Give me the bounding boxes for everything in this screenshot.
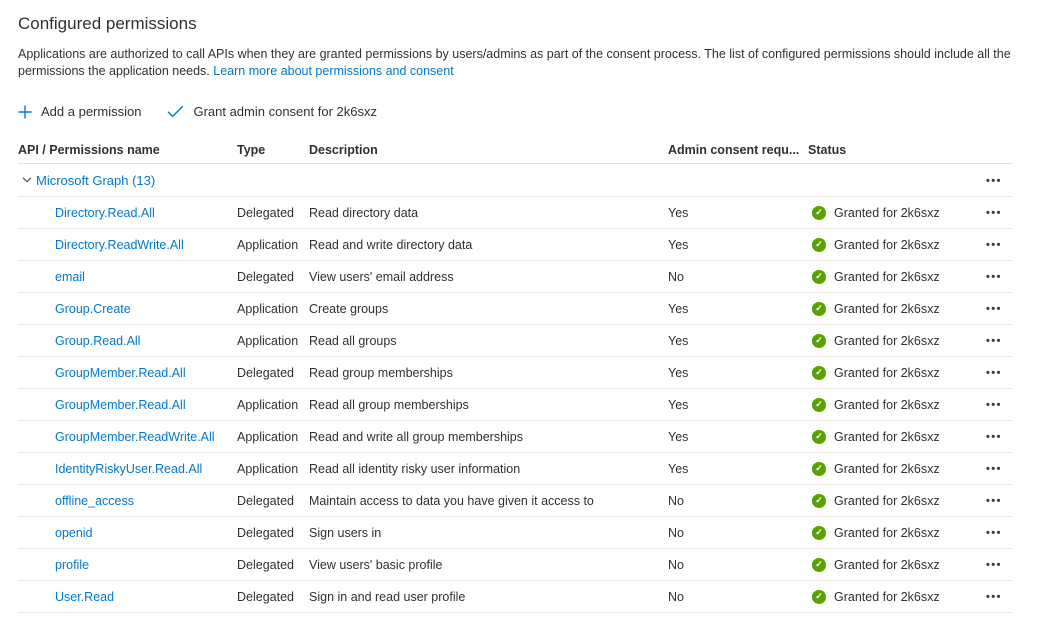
permission-name-link[interactable]: GroupMember.Read.All: [55, 365, 186, 380]
permission-type: Application: [237, 237, 299, 252]
row-context-menu-button[interactable]: •••: [984, 333, 1012, 349]
permission-description: Read and write all group memberships: [309, 429, 523, 444]
permission-name-link[interactable]: Group.Read.All: [55, 333, 141, 348]
status-text: Granted for 2k6sxz: [834, 493, 940, 508]
row-context-menu-button[interactable]: •••: [984, 269, 1012, 285]
table-row: [18, 197, 1012, 229]
status-text: Granted for 2k6sxz: [834, 269, 940, 284]
permission-name-cell: [18, 526, 237, 540]
table-row: [18, 357, 1012, 389]
row-context-menu-button[interactable]: •••: [984, 461, 1012, 477]
status-cell: [808, 398, 976, 412]
permission-description: Read all identity risky user information: [309, 461, 521, 476]
permission-description: View users' basic profile: [309, 557, 443, 572]
row-context-menu-button[interactable]: •••: [984, 237, 1012, 253]
admin-consent-required-value: No: [668, 589, 684, 604]
permission-name-cell: [18, 366, 237, 380]
permission-name-link[interactable]: User.Read: [55, 589, 115, 604]
admin-consent-required-value: Yes: [668, 461, 689, 476]
permission-name-link[interactable]: IdentityRiskyUser.Read.All: [55, 461, 203, 476]
admin-consent-required-value: Yes: [668, 365, 689, 380]
permission-name-cell: [18, 206, 237, 220]
admin-consent-required-value: No: [668, 525, 684, 540]
permission-name-cell: [18, 590, 237, 604]
status-text: Granted for 2k6sxz: [834, 525, 940, 540]
permission-name-cell: [18, 270, 237, 284]
admin-consent-required-value: No: [668, 557, 684, 572]
permissions-table: [18, 137, 1012, 613]
permission-name-link[interactable]: profile: [55, 557, 90, 572]
column-header-api-permissions-name: API / Permissions name: [18, 143, 160, 157]
status-cell: [808, 206, 976, 220]
row-actions-cell: [976, 461, 1012, 477]
admin-consent-required-value: Yes: [668, 205, 689, 220]
status-text: Granted for 2k6sxz: [834, 589, 940, 604]
permission-name-link[interactable]: GroupMember.Read.All: [55, 397, 186, 412]
permission-description: Read directory data: [309, 205, 419, 220]
group-actions-cell: [976, 172, 1012, 189]
group-context-menu-button[interactable]: •••: [984, 173, 1012, 189]
table-header-row: [18, 137, 1012, 164]
permission-description: Create groups: [309, 301, 389, 316]
status-text: Granted for 2k6sxz: [834, 557, 940, 572]
status-text: Granted for 2k6sxz: [834, 237, 940, 252]
table-row: [18, 389, 1012, 421]
column-header-admin-consent-required: Admin consent requ...: [668, 143, 800, 157]
permission-name-cell: [18, 238, 237, 252]
permission-type: Delegated: [237, 493, 294, 508]
permission-type: Delegated: [237, 269, 294, 284]
granted-check-icon: ✓: [812, 270, 826, 284]
table-row: [18, 549, 1012, 581]
table-body: [18, 197, 1012, 613]
permission-type: Delegated: [237, 557, 294, 572]
permission-description: Read all groups: [309, 333, 397, 348]
status-cell: [808, 590, 976, 604]
permission-type: Application: [237, 301, 299, 316]
table-row: [18, 581, 1012, 613]
granted-check-icon: ✓: [812, 494, 826, 508]
add-permission-label: Add a permission: [41, 104, 142, 119]
status-cell: [808, 270, 976, 284]
permission-name-link[interactable]: email: [55, 269, 85, 284]
page-title: Configured permissions: [18, 14, 197, 33]
permission-name-link[interactable]: offline_access: [55, 493, 134, 508]
permission-type: Application: [237, 429, 299, 444]
granted-check-icon: ✓: [812, 206, 826, 220]
row-context-menu-button[interactable]: •••: [984, 557, 1012, 573]
status-text: Granted for 2k6sxz: [834, 205, 940, 220]
status-cell: [808, 430, 976, 444]
status-text: Granted for 2k6sxz: [834, 301, 940, 316]
api-group-cell: [18, 173, 976, 188]
table-row: [18, 421, 1012, 453]
grant-admin-consent-label: Grant admin consent for 2k6sxz: [193, 104, 377, 119]
status-text: Granted for 2k6sxz: [834, 397, 940, 412]
permission-name-link[interactable]: Directory.ReadWrite.All: [55, 237, 184, 252]
status-cell: [808, 302, 976, 316]
grant-admin-consent-button[interactable]: [167, 102, 377, 121]
table-row: [18, 229, 1012, 261]
status-cell: [808, 462, 976, 476]
row-context-menu-button[interactable]: •••: [984, 429, 1012, 445]
command-bar: [18, 102, 1012, 121]
row-actions-cell: [976, 429, 1012, 445]
status-cell: [808, 526, 976, 540]
column-header-type: Type: [237, 143, 266, 157]
row-context-menu-button[interactable]: •••: [984, 205, 1012, 221]
status-text: Granted for 2k6sxz: [834, 461, 940, 476]
status-text: Granted for 2k6sxz: [834, 333, 940, 348]
permission-description: Read and write directory data: [309, 237, 473, 252]
permission-type: Delegated: [237, 365, 294, 380]
status-text: Granted for 2k6sxz: [834, 429, 940, 444]
status-cell: [808, 238, 976, 252]
permission-type: Delegated: [237, 589, 294, 604]
row-actions-cell: [976, 525, 1012, 541]
table-row: [18, 261, 1012, 293]
row-context-menu-button[interactable]: •••: [984, 525, 1012, 541]
permission-name-cell: [18, 430, 237, 444]
granted-check-icon: ✓: [812, 590, 826, 604]
permission-name-cell: [18, 334, 237, 348]
table-row: [18, 325, 1012, 357]
row-actions-cell: [976, 333, 1012, 349]
permission-name-cell: [18, 494, 237, 508]
admin-consent-required-value: Yes: [668, 301, 689, 316]
permission-description: View users' email address: [309, 269, 454, 284]
granted-check-icon: ✓: [812, 302, 826, 316]
permission-description: Read all group memberships: [309, 397, 469, 412]
granted-check-icon: ✓: [812, 462, 826, 476]
permission-name-cell: [18, 398, 237, 412]
granted-check-icon: ✓: [812, 526, 826, 540]
status-cell: [808, 334, 976, 348]
check-icon: [167, 105, 184, 118]
learn-more-link[interactable]: Learn more about permissions and consent: [213, 64, 454, 78]
row-actions-cell: [976, 365, 1012, 381]
table-row: [18, 453, 1012, 485]
permission-type: Delegated: [237, 205, 294, 220]
row-context-menu-button[interactable]: •••: [984, 301, 1012, 317]
admin-consent-required-value: Yes: [668, 397, 689, 412]
permission-description: Maintain access to data you have given it access to: [309, 493, 594, 508]
permission-name-link[interactable]: GroupMember.ReadWrite.All: [55, 429, 215, 444]
row-actions-cell: [976, 557, 1012, 573]
status-cell: [808, 366, 976, 380]
admin-consent-required-value: No: [668, 269, 684, 284]
admin-consent-required-value: Yes: [668, 429, 689, 444]
status-cell: [808, 494, 976, 508]
permission-type: Delegated: [237, 525, 294, 540]
permission-name-link[interactable]: openid: [55, 525, 93, 540]
status-cell: [808, 558, 976, 572]
description-text: [18, 46, 1012, 80]
permission-name-link[interactable]: Group.Create: [55, 301, 131, 316]
row-actions-cell: [976, 493, 1012, 509]
granted-check-icon: ✓: [812, 398, 826, 412]
column-header-status: Status: [808, 143, 847, 157]
permission-type: Application: [237, 461, 299, 476]
permission-type: Application: [237, 397, 299, 412]
row-actions-cell: [976, 237, 1012, 253]
table-row: [18, 293, 1012, 325]
row-context-menu-button[interactable]: •••: [984, 365, 1012, 381]
granted-check-icon: ✓: [812, 366, 826, 380]
permission-description: Sign in and read user profile: [309, 589, 466, 604]
api-group-row: [18, 164, 1012, 197]
permission-name-cell: [18, 302, 237, 316]
microsoft-graph-group-link[interactable]: Microsoft Graph (13): [36, 172, 156, 188]
admin-consent-required-value: No: [668, 493, 684, 508]
table-row: [18, 517, 1012, 549]
chevron-down-icon[interactable]: [21, 174, 33, 186]
granted-check-icon: ✓: [812, 334, 826, 348]
permission-description: Read group memberships: [309, 365, 453, 380]
table-row: [18, 485, 1012, 517]
add-permission-button[interactable]: [18, 102, 141, 121]
status-text: Granted for 2k6sxz: [834, 365, 940, 380]
permission-type: Application: [237, 333, 299, 348]
row-actions-cell: [976, 269, 1012, 285]
row-context-menu-button[interactable]: •••: [984, 589, 1012, 605]
row-actions-cell: [976, 205, 1012, 221]
permission-description: Sign users in: [309, 525, 382, 540]
admin-consent-required-value: Yes: [668, 237, 689, 252]
row-actions-cell: [976, 301, 1012, 317]
granted-check-icon: ✓: [812, 430, 826, 444]
column-header-description: Description: [309, 143, 378, 157]
admin-consent-required-value: Yes: [668, 333, 689, 348]
row-context-menu-button[interactable]: •••: [984, 397, 1012, 413]
description-body: Applications are authorized to call APIs when they are granted permissions by users/admins as part of the consent process. The list of configured permissions should include all the permissions the application needs.: [18, 47, 1011, 78]
permission-name-cell: [18, 558, 237, 572]
permission-name-link[interactable]: Directory.Read.All: [55, 205, 155, 220]
row-actions-cell: [976, 397, 1012, 413]
granted-check-icon: ✓: [812, 238, 826, 252]
plus-icon: [18, 105, 32, 119]
row-actions-cell: [976, 589, 1012, 605]
permission-name-cell: [18, 462, 237, 476]
granted-check-icon: ✓: [812, 558, 826, 572]
row-context-menu-button[interactable]: •••: [984, 493, 1012, 509]
